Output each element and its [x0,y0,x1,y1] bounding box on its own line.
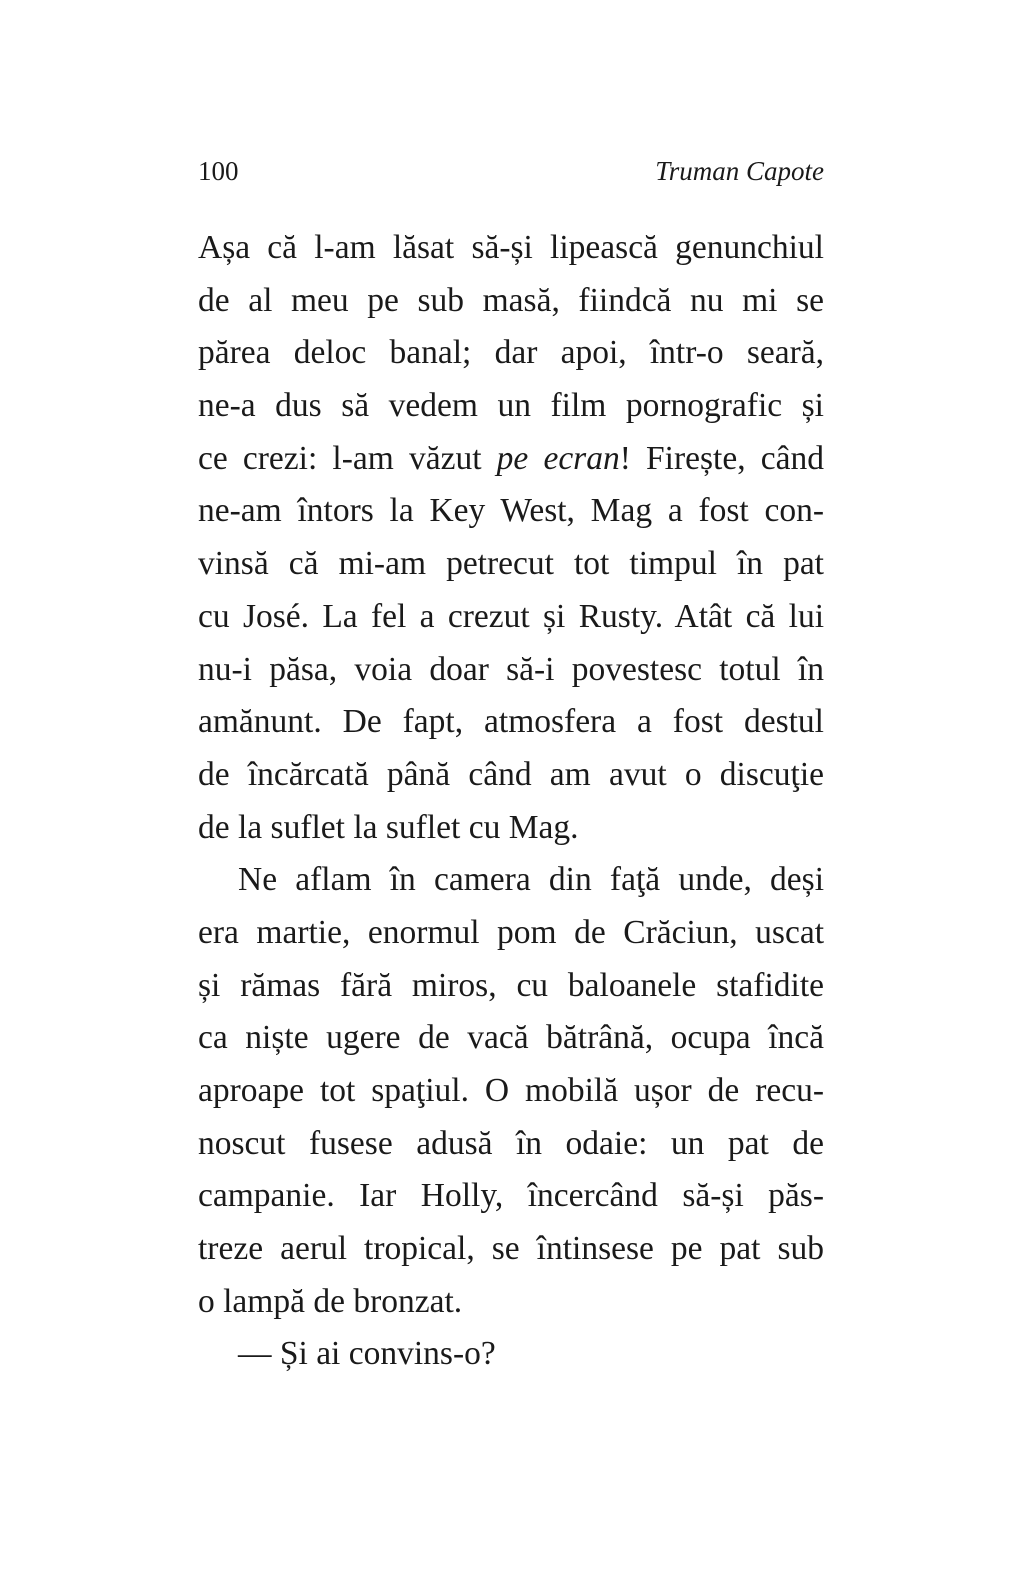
text-segment: ce crezi: l-am văzut [198,439,497,477]
page-number: 100 [198,156,239,186]
text-line: — Și ai convins-o? [238,1335,496,1373]
text-line: vinsă că mi-am petrecut tot timpul în pat [198,545,824,583]
text-line: părea deloc banal; dar apoi, într-o seară, [198,334,824,372]
text-line: noscut fusese adusă în odaie: un pat de [198,1124,824,1162]
text-line: era martie, enormul pom de Crăciun, uscat [198,913,824,951]
text-line: ca niște ugere de vacă bătrână, ocupa încă [198,1019,824,1057]
paragraph-2 [198,854,824,1328]
text-line [198,433,824,486]
text-line: cu José. La fel a crezut și Rusty. Atât că lui [198,597,824,635]
text-line: ne-am întors la Key West, Mag a fost con- [198,492,824,530]
page-header [198,150,824,194]
text-line: de încărcată până când am avut o discuţie [198,755,824,793]
text-line: ne-a dus să vedem un film pornografic și [198,387,824,425]
text-line: amănunt. De fapt, atmosfera a fost destul [198,703,824,741]
text-line: nu-i păsa, voia doar să-i povestesc totul în [198,650,824,688]
body-text [198,222,824,1381]
text-line: și rămas fără miros, cu baloanele stafidite [198,966,824,1004]
text-segment: ! Firește, când [619,439,824,477]
text-line: aproape tot spaţiul. O mobilă ușor de recu- [198,1072,824,1109]
text-line: de la suflet la suflet cu Mag. [198,808,579,846]
italic-emphasis: pe ecran [496,439,620,477]
text-line: Ne aflam în camera din faţă unde, deși [238,861,824,899]
dialogue-line [198,1328,824,1381]
paragraph-1 [198,222,824,854]
running-head-author: Truman Capote [655,156,824,186]
text-line: campanie. Iar Holly, încercând să-și păs- [198,1177,824,1215]
text-line: treze aerul tropical, se întinsese pe pat sub [198,1230,824,1268]
text-line: Așa că l-am lăsat să-și lipească genunchiul [198,229,824,266]
text-line: o lampă de bronzat. [198,1282,463,1320]
text-line: de al meu pe sub masă, fiindcă nu mi se [198,281,824,319]
